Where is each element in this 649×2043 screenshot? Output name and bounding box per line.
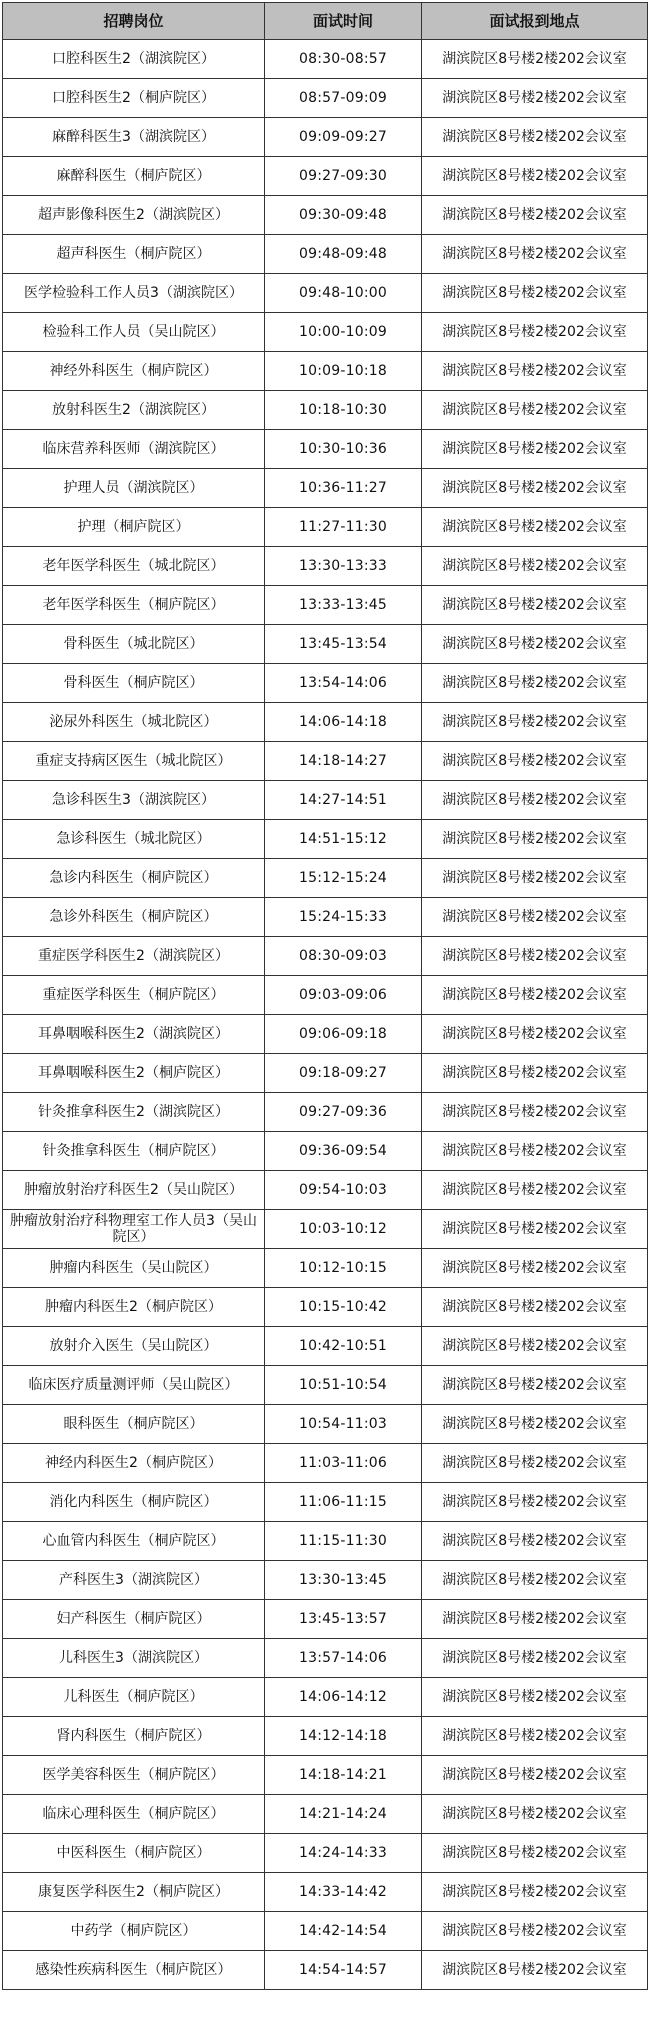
position-cell: 急诊科医生（城北院区） (3, 820, 265, 859)
position-cell: 护理人员（湖滨院区） (3, 469, 265, 508)
location-cell: 湖滨院区8号楼2楼202会议室 (422, 1249, 648, 1288)
time-cell: 09:54-10:03 (265, 1171, 422, 1210)
table-row (3, 508, 648, 547)
position-cell: 放射科医生2（湖滨院区） (3, 391, 265, 430)
location-cell: 湖滨院区8号楼2楼202会议室 (422, 1912, 648, 1951)
time-cell: 14:21-14:24 (265, 1795, 422, 1834)
position-cell: 口腔科医生2（湖滨院区） (3, 40, 265, 79)
time-cell: 13:45-13:54 (265, 625, 422, 664)
position-cell: 临床心理科医生（桐庐院区） (3, 1795, 265, 1834)
time-cell: 13:30-13:33 (265, 547, 422, 586)
table-row (3, 1873, 648, 1912)
table-row (3, 742, 648, 781)
location-cell: 湖滨院区8号楼2楼202会议室 (422, 937, 648, 976)
location-cell: 湖滨院区8号楼2楼202会议室 (422, 391, 648, 430)
table-row (3, 1444, 648, 1483)
location-cell: 湖滨院区8号楼2楼202会议室 (422, 1444, 648, 1483)
time-cell: 09:18-09:27 (265, 1054, 422, 1093)
time-cell: 08:30-08:57 (265, 40, 422, 79)
position-cell: 肾内科医生（桐庐院区） (3, 1717, 265, 1756)
location-cell: 湖滨院区8号楼2楼202会议室 (422, 1756, 648, 1795)
time-cell: 10:51-10:54 (265, 1366, 422, 1405)
location-cell: 湖滨院区8号楼2楼202会议室 (422, 313, 648, 352)
table-row (3, 1093, 648, 1132)
position-cell: 临床医疗质量测评师（吴山院区） (3, 1366, 265, 1405)
time-cell: 11:03-11:06 (265, 1444, 422, 1483)
table-row (3, 898, 648, 937)
time-cell: 11:27-11:30 (265, 508, 422, 547)
position-cell: 肿瘤放射治疗科医生2（吴山院区） (3, 1171, 265, 1210)
location-cell: 湖滨院区8号楼2楼202会议室 (422, 1366, 648, 1405)
position-cell: 神经外科医生（桐庐院区） (3, 352, 265, 391)
location-cell: 湖滨院区8号楼2楼202会议室 (422, 1678, 648, 1717)
time-cell: 13:54-14:06 (265, 664, 422, 703)
time-cell: 14:27-14:51 (265, 781, 422, 820)
table-row (3, 1054, 648, 1093)
location-cell: 湖滨院区8号楼2楼202会议室 (422, 1171, 648, 1210)
time-cell: 15:12-15:24 (265, 859, 422, 898)
table-body (3, 40, 648, 1990)
location-cell: 湖滨院区8号楼2楼202会议室 (422, 1327, 648, 1366)
table-row (3, 1366, 648, 1405)
table-row (3, 937, 648, 976)
position-cell: 临床营养科医师（湖滨院区） (3, 430, 265, 469)
location-cell: 湖滨院区8号楼2楼202会议室 (422, 1951, 648, 1990)
time-cell: 10:54-11:03 (265, 1405, 422, 1444)
position-cell: 骨科医生（城北院区） (3, 625, 265, 664)
table-row (3, 547, 648, 586)
time-cell: 10:12-10:15 (265, 1249, 422, 1288)
table-row (3, 859, 648, 898)
location-cell: 湖滨院区8号楼2楼202会议室 (422, 820, 648, 859)
location-cell: 湖滨院区8号楼2楼202会议室 (422, 1717, 648, 1756)
table-row (3, 1015, 648, 1054)
position-cell: 老年医学科医生（桐庐院区） (3, 586, 265, 625)
location-cell: 湖滨院区8号楼2楼202会议室 (422, 976, 648, 1015)
time-cell: 09:48-09:48 (265, 235, 422, 274)
position-cell: 耳鼻咽喉科医生2（湖滨院区） (3, 1015, 265, 1054)
table-row (3, 703, 648, 742)
position-cell: 急诊科医生3（湖滨院区） (3, 781, 265, 820)
location-cell: 湖滨院区8号楼2楼202会议室 (422, 1054, 648, 1093)
position-cell: 产科医生3（湖滨院区） (3, 1561, 265, 1600)
position-cell: 中医科医生（桐庐院区） (3, 1834, 265, 1873)
table-row (3, 1951, 648, 1990)
time-cell: 08:57-09:09 (265, 79, 422, 118)
position-cell: 神经内科医生2（桐庐院区） (3, 1444, 265, 1483)
table-row (3, 1210, 648, 1249)
position-cell: 感染性疾病科医生（桐庐院区） (3, 1951, 265, 1990)
location-cell: 湖滨院区8号楼2楼202会议室 (422, 1405, 648, 1444)
table-row (3, 1912, 648, 1951)
position-cell: 康复医学科医生2（桐庐院区） (3, 1873, 265, 1912)
time-cell: 13:33-13:45 (265, 586, 422, 625)
location-cell: 湖滨院区8号楼2楼202会议室 (422, 781, 648, 820)
position-cell: 检验科工作人员（吴山院区） (3, 313, 265, 352)
time-cell: 09:09-09:27 (265, 118, 422, 157)
table-row (3, 157, 648, 196)
location-cell: 湖滨院区8号楼2楼202会议室 (422, 547, 648, 586)
table-row (3, 1249, 648, 1288)
table-row (3, 274, 648, 313)
table-row (3, 781, 648, 820)
table-row (3, 196, 648, 235)
position-cell: 老年医学科医生（城北院区） (3, 547, 265, 586)
location-cell: 湖滨院区8号楼2楼202会议室 (422, 664, 648, 703)
time-cell: 14:18-14:21 (265, 1756, 422, 1795)
table-row (3, 976, 648, 1015)
table-row (3, 664, 648, 703)
position-cell: 医学检验科工作人员3（湖滨院区） (3, 274, 265, 313)
time-cell: 11:15-11:30 (265, 1522, 422, 1561)
position-cell: 口腔科医生2（桐庐院区） (3, 79, 265, 118)
time-cell: 09:30-09:48 (265, 196, 422, 235)
location-cell: 湖滨院区8号楼2楼202会议室 (422, 274, 648, 313)
position-cell: 急诊外科医生（桐庐院区） (3, 898, 265, 937)
time-cell: 14:18-14:27 (265, 742, 422, 781)
location-cell: 湖滨院区8号楼2楼202会议室 (422, 1015, 648, 1054)
table-row (3, 79, 648, 118)
position-cell: 耳鼻咽喉科医生2（桐庐院区） (3, 1054, 265, 1093)
table-row (3, 820, 648, 859)
position-cell: 重症医学科医生2（湖滨院区） (3, 937, 265, 976)
location-cell: 湖滨院区8号楼2楼202会议室 (422, 898, 648, 937)
time-cell: 09:27-09:30 (265, 157, 422, 196)
position-cell: 放射介入医生（吴山院区） (3, 1327, 265, 1366)
location-cell: 湖滨院区8号楼2楼202会议室 (422, 1834, 648, 1873)
position-cell: 急诊内科医生（桐庐院区） (3, 859, 265, 898)
position-cell: 肿瘤内科医生2（桐庐院区） (3, 1288, 265, 1327)
location-cell: 湖滨院区8号楼2楼202会议室 (422, 1288, 648, 1327)
location-cell: 湖滨院区8号楼2楼202会议室 (422, 1132, 648, 1171)
location-cell: 湖滨院区8号楼2楼202会议室 (422, 235, 648, 274)
location-cell: 湖滨院区8号楼2楼202会议室 (422, 1873, 648, 1912)
table-row (3, 391, 648, 430)
table-row (3, 1795, 648, 1834)
time-cell: 14:24-14:33 (265, 1834, 422, 1873)
position-cell: 心血管内科医生（桐庐院区） (3, 1522, 265, 1561)
position-cell: 泌尿外科医生（城北院区） (3, 703, 265, 742)
time-cell: 10:00-10:09 (265, 313, 422, 352)
table-row (3, 313, 648, 352)
location-cell: 湖滨院区8号楼2楼202会议室 (422, 508, 648, 547)
location-cell: 湖滨院区8号楼2楼202会议室 (422, 1600, 648, 1639)
position-cell: 重症医学科医生（桐庐院区） (3, 976, 265, 1015)
time-cell: 10:42-10:51 (265, 1327, 422, 1366)
table-row (3, 40, 648, 79)
location-cell: 湖滨院区8号楼2楼202会议室 (422, 1561, 648, 1600)
table-row (3, 1405, 648, 1444)
table-row (3, 1639, 648, 1678)
time-cell: 10:30-10:36 (265, 430, 422, 469)
table-row (3, 235, 648, 274)
location-cell: 湖滨院区8号楼2楼202会议室 (422, 1483, 648, 1522)
table-row (3, 1717, 648, 1756)
location-cell: 湖滨院区8号楼2楼202会议室 (422, 430, 648, 469)
position-cell: 超声影像科医生2（湖滨院区） (3, 196, 265, 235)
location-cell: 湖滨院区8号楼2楼202会议室 (422, 586, 648, 625)
table-row (3, 1561, 648, 1600)
time-cell: 14:12-14:18 (265, 1717, 422, 1756)
position-cell: 消化内科医生（桐庐院区） (3, 1483, 265, 1522)
position-cell: 针灸推拿科医生（桐庐院区） (3, 1132, 265, 1171)
location-cell: 湖滨院区8号楼2楼202会议室 (422, 625, 648, 664)
time-cell: 13:57-14:06 (265, 1639, 422, 1678)
time-cell: 10:09-10:18 (265, 352, 422, 391)
time-cell: 09:36-09:54 (265, 1132, 422, 1171)
position-cell: 肿瘤内科医生（吴山院区） (3, 1249, 265, 1288)
time-cell: 15:24-15:33 (265, 898, 422, 937)
location-cell: 湖滨院区8号楼2楼202会议室 (422, 703, 648, 742)
position-cell: 中药学（桐庐院区） (3, 1912, 265, 1951)
time-cell: 14:42-14:54 (265, 1912, 422, 1951)
table-row (3, 1132, 648, 1171)
location-cell: 湖滨院区8号楼2楼202会议室 (422, 157, 648, 196)
position-cell: 妇产科医生（桐庐院区） (3, 1600, 265, 1639)
table-row (3, 1678, 648, 1717)
interview-schedule-table (2, 2, 648, 1990)
position-cell: 超声科医生（桐庐院区） (3, 235, 265, 274)
time-cell: 10:36-11:27 (265, 469, 422, 508)
time-cell: 09:27-09:36 (265, 1093, 422, 1132)
table-row (3, 1756, 648, 1795)
location-cell: 湖滨院区8号楼2楼202会议室 (422, 118, 648, 157)
time-cell: 13:30-13:45 (265, 1561, 422, 1600)
time-cell: 13:45-13:57 (265, 1600, 422, 1639)
header-row (3, 3, 648, 40)
location-cell: 湖滨院区8号楼2楼202会议室 (422, 79, 648, 118)
header-time: 面试时间 (265, 3, 422, 40)
location-cell: 湖滨院区8号楼2楼202会议室 (422, 1639, 648, 1678)
location-cell: 湖滨院区8号楼2楼202会议室 (422, 196, 648, 235)
location-cell: 湖滨院区8号楼2楼202会议室 (422, 1210, 648, 1249)
table-row (3, 1522, 648, 1561)
position-cell: 眼科医生（桐庐院区） (3, 1405, 265, 1444)
location-cell: 湖滨院区8号楼2楼202会议室 (422, 1522, 648, 1561)
time-cell: 10:18-10:30 (265, 391, 422, 430)
position-cell: 肿瘤放射治疗科物理室工作人员3（吴山院区） (3, 1210, 265, 1249)
table-row (3, 1171, 648, 1210)
header-position: 招聘岗位 (3, 3, 265, 40)
location-cell: 湖滨院区8号楼2楼202会议室 (422, 859, 648, 898)
time-cell: 10:15-10:42 (265, 1288, 422, 1327)
table-row (3, 1483, 648, 1522)
position-cell: 儿科医生（桐庐院区） (3, 1678, 265, 1717)
time-cell: 14:06-14:18 (265, 703, 422, 742)
location-cell: 湖滨院区8号楼2楼202会议室 (422, 352, 648, 391)
time-cell: 10:03-10:12 (265, 1210, 422, 1249)
table-row (3, 1600, 648, 1639)
table-row (3, 1834, 648, 1873)
position-cell: 麻醉科医生（桐庐院区） (3, 157, 265, 196)
location-cell: 湖滨院区8号楼2楼202会议室 (422, 1093, 648, 1132)
table-row (3, 586, 648, 625)
location-cell: 湖滨院区8号楼2楼202会议室 (422, 40, 648, 79)
time-cell: 09:06-09:18 (265, 1015, 422, 1054)
table-row (3, 352, 648, 391)
position-cell: 医学美容科医生（桐庐院区） (3, 1756, 265, 1795)
time-cell: 11:06-11:15 (265, 1483, 422, 1522)
table-row (3, 118, 648, 157)
position-cell: 针灸推拿科医生2（湖滨院区） (3, 1093, 265, 1132)
table-row (3, 1327, 648, 1366)
time-cell: 14:54-14:57 (265, 1951, 422, 1990)
position-cell: 骨科医生（桐庐院区） (3, 664, 265, 703)
position-cell: 麻醉科医生3（湖滨院区） (3, 118, 265, 157)
header-location: 面试报到地点 (422, 3, 648, 40)
time-cell: 09:48-10:00 (265, 274, 422, 313)
table-row (3, 469, 648, 508)
position-cell: 护理（桐庐院区） (3, 508, 265, 547)
time-cell: 14:33-14:42 (265, 1873, 422, 1912)
table-row (3, 1288, 648, 1327)
time-cell: 14:51-15:12 (265, 820, 422, 859)
time-cell: 09:03-09:06 (265, 976, 422, 1015)
location-cell: 湖滨院区8号楼2楼202会议室 (422, 742, 648, 781)
location-cell: 湖滨院区8号楼2楼202会议室 (422, 1795, 648, 1834)
position-cell: 重症支持病区医生（城北院区） (3, 742, 265, 781)
table-row (3, 430, 648, 469)
location-cell: 湖滨院区8号楼2楼202会议室 (422, 469, 648, 508)
time-cell: 08:30-09:03 (265, 937, 422, 976)
position-cell: 儿科医生3（湖滨院区） (3, 1639, 265, 1678)
table-row (3, 625, 648, 664)
time-cell: 14:06-14:12 (265, 1678, 422, 1717)
